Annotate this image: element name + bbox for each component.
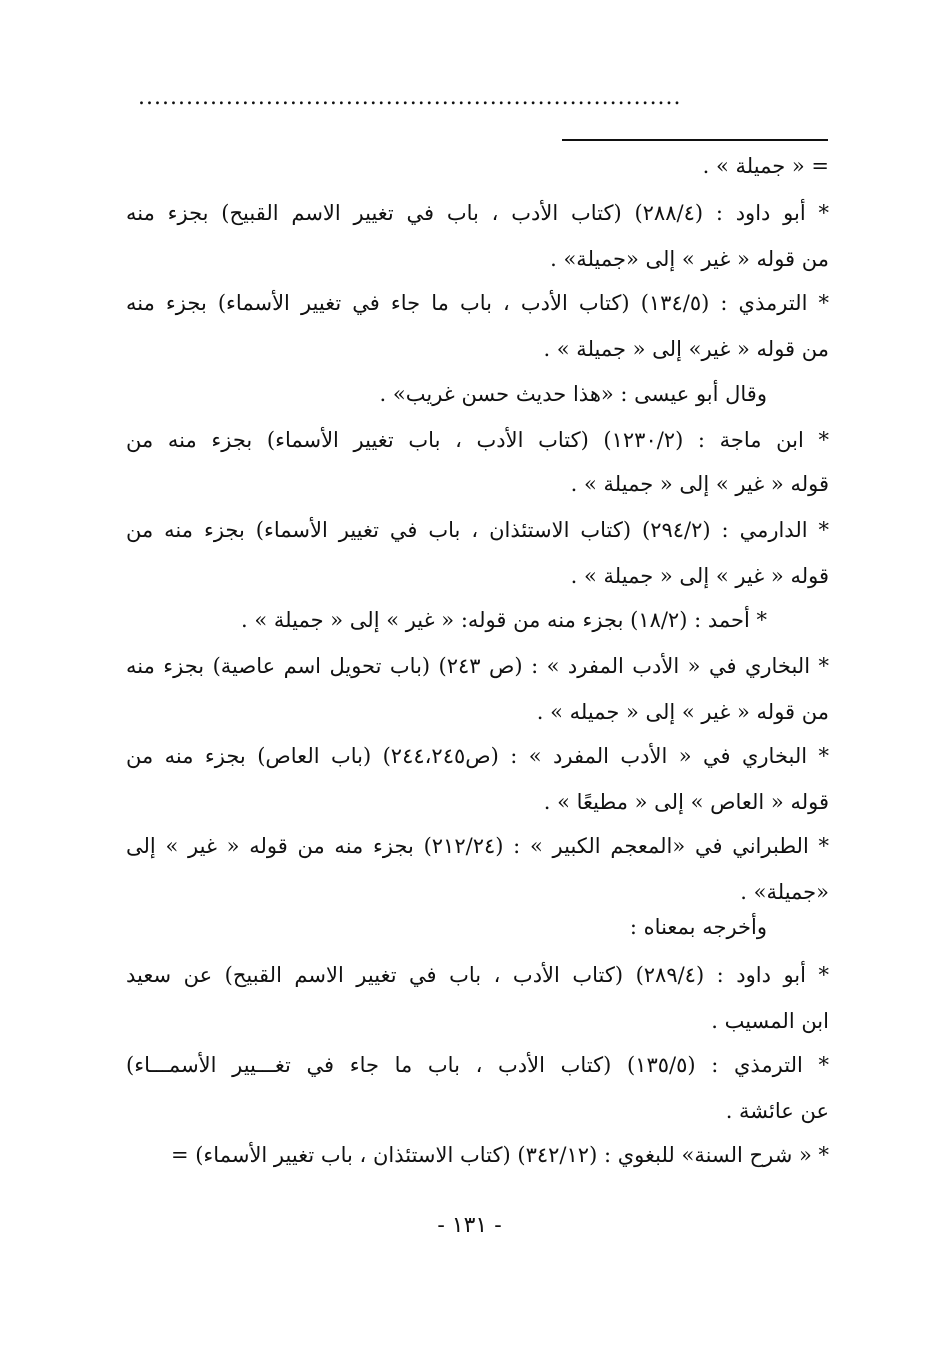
footnote-line: قوله « العاص » إلى « مطيعًا » .: [543, 790, 829, 814]
footnote-line: = « جميلة » .: [702, 154, 829, 178]
footnote-line: * البخاري في « الأدب المفرد » : (ص٢٤٤،٢٤٥) (باب العاص) بجزء منه من: [126, 744, 829, 768]
footnote-line: عن عائشة .: [725, 1099, 829, 1123]
footnote-line: * الترمذي : (١٣٥/٥) (كتاب الأدب ، باب ما جاء في تغـــيير الأسمـــاء): [126, 1053, 829, 1077]
footnote-line: * الترمذي : (١٣٤/٥) (كتاب الأدب ، باب ما جاء في تغيير الأسماء) بجزء منه: [126, 291, 829, 315]
footnote-line: من قوله « غير » إلى «جميلة» .: [550, 247, 829, 271]
footnote-line: وأخرجه بمعناه :: [629, 915, 767, 939]
footnote-line: * الدارمي : (٢٩٤/٢) (كتاب الاستئذان ، باب في تغيير الأسماء) بجزء منه من: [126, 518, 830, 542]
footnote-line: * الطبراني في «المعجم الكبير » : (٢١٢/٢٤) بجزء منه من قوله « غير » إلى: [126, 834, 829, 858]
footnote-rule: [562, 139, 828, 141]
footnote-line: * أبو داود : (٢٨٨/٤) (كتاب الأدب ، باب في تغيير الاسم القبيح) بجزء منه: [126, 201, 829, 225]
footnote-line: من قوله « غير» إلى « جميلة » .: [543, 337, 829, 361]
footnote-line: * « شرح السنة» للبغوي : (٣٤٢/١٢) (كتاب الاستئذان ، باب تغيير الأسماء) =: [170, 1143, 829, 1167]
footnote-line: «جميلة» .: [740, 880, 829, 904]
dotted-separator: ....................................................................: [138, 86, 682, 110]
footnote-line: من قوله « غير » إلى « جميله » .: [536, 700, 829, 724]
footnote-line: * أبو داود : (٢٨٩/٤) (كتاب الأدب ، باب في تغيير الاسم القبيح) عن سعيد: [126, 963, 829, 987]
footnote-line: ابن المسيب .: [711, 1009, 829, 1033]
footnote-line: * البخاري في « الأدب المفرد » : (ص ٢٤٣) (باب تحويل اسم عاصية) بجزء منه: [126, 654, 829, 678]
footnote-line: وقال أبو عيسى : «هذا حديث حسن غريب» .: [379, 382, 767, 406]
footnote-line: * أحمد : (١٨/٢) بجزء منه من قوله: « غير » إلى « جميلة » .: [241, 608, 767, 632]
footnote-line: قوله « غير » إلى « جميلة » .: [570, 564, 829, 588]
footnote-line: قوله « غير » إلى « جميلة » .: [570, 472, 829, 496]
footnote-line: * ابن ماجة : (١٢٣٠/٢) (كتاب الأدب ، باب تغيير الأسماء) بجزء منه من: [126, 428, 829, 452]
page-number: - ١٣١ -: [437, 1213, 502, 1238]
